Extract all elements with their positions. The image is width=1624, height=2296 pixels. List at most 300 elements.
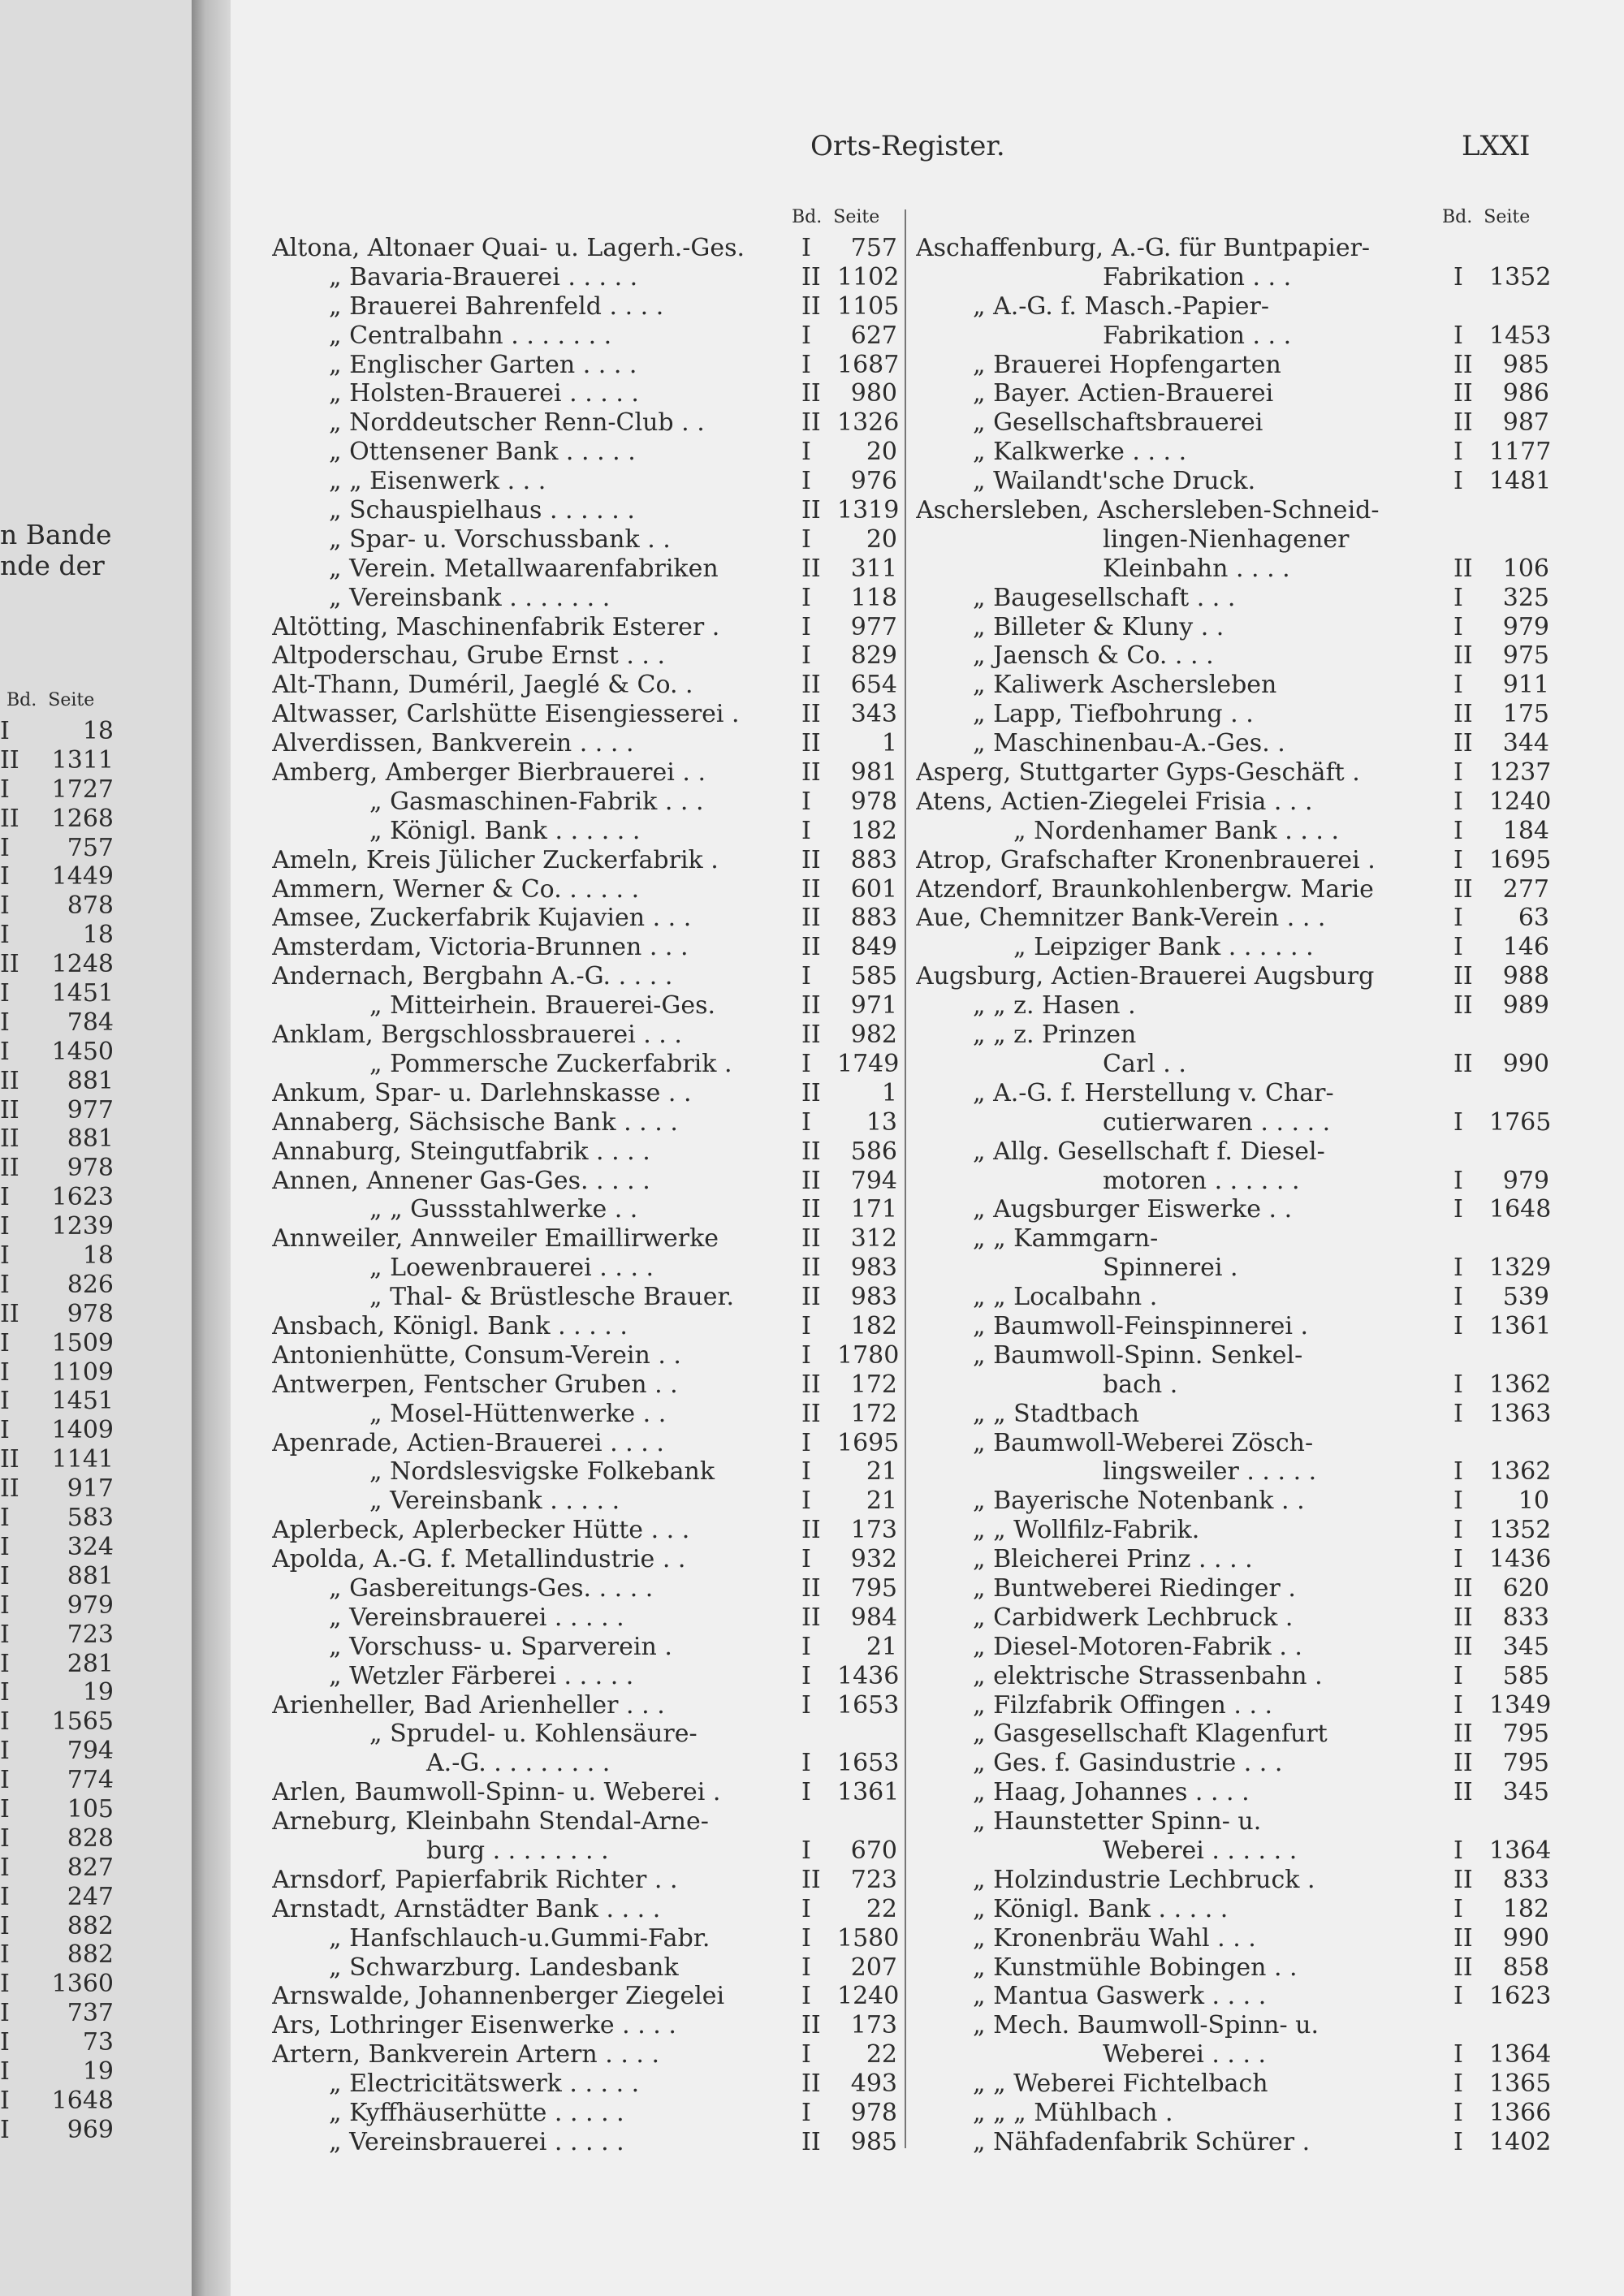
entry-volume: I [801, 1836, 811, 1865]
entry-page: 20 [866, 438, 897, 467]
index-entry [916, 438, 1552, 467]
index-entry [916, 1807, 1549, 1836]
prev-volume: I [0, 1532, 10, 1561]
entry-page: 1329 [1489, 1254, 1552, 1283]
index-entry [916, 1982, 1552, 2011]
entry-volume: II [801, 379, 821, 408]
right-index-column [916, 234, 1552, 2157]
index-entry [272, 2011, 897, 2040]
prev-page-row [0, 1271, 122, 1300]
index-entry [272, 1574, 897, 1603]
entry-volume: II [801, 554, 821, 583]
index-entry [272, 262, 900, 292]
entry-volume: II [801, 729, 821, 758]
entry-volume: I [1453, 1982, 1463, 2011]
entry-name: „ Mitteirhein. Brauerei-Ges. [369, 991, 716, 1021]
prev-page-row [0, 805, 122, 834]
index-entry [272, 1370, 897, 1400]
entry-page: 620 [1502, 1573, 1549, 1603]
entry-volume: II [1453, 1720, 1473, 1749]
index-entry [916, 845, 1552, 875]
entry-volume: II [1453, 554, 1473, 583]
entry-volume: II [1453, 350, 1473, 379]
prev-volume: I [0, 1183, 10, 1212]
prev-page-row [0, 746, 122, 775]
entry-name: Aue, Chemnitzer Bank-Verein . . . [916, 904, 1326, 933]
prev-page-row [0, 921, 122, 950]
entry-page: 1 [881, 729, 897, 758]
entry-volume: I [801, 1457, 811, 1487]
entry-page: 21 [866, 1632, 897, 1661]
index-entry [272, 525, 897, 555]
index-entry [272, 1661, 900, 1691]
entry-page: 184 [1502, 816, 1549, 845]
index-entry [916, 1836, 1552, 1866]
index-entry [916, 1895, 1549, 1924]
prev-page-row [0, 1883, 122, 1912]
entry-name: „ Englischer Garten . . . . [329, 350, 637, 379]
entry-name: „ Baumwoll-Feinspinnerei . [973, 1311, 1309, 1340]
prev-page-ref: 18 [82, 1241, 114, 1271]
prev-volume: I [0, 2028, 10, 2057]
entry-page: 311 [850, 554, 897, 583]
entry-page: 106 [1502, 554, 1549, 583]
entry-name: Andernach, Bergbahn A.-G. . . . . [272, 962, 673, 991]
entry-page: 990 [1502, 1049, 1549, 1078]
index-entry [916, 496, 1549, 525]
index-entry [916, 700, 1549, 729]
entry-name: „ „ Wollfilz-Fabrik. [973, 1516, 1200, 1545]
entry-page: 829 [850, 641, 897, 671]
entry-volume: I [1453, 1166, 1463, 1195]
index-entry [272, 1953, 897, 1983]
entry-name: Fabrikation . . . [1103, 321, 1292, 350]
prev-page-row [0, 1621, 122, 1650]
prev-page-ref: 1565 [51, 1707, 114, 1737]
prev-page-ref: 977 [67, 1095, 114, 1124]
prev-volume: I [0, 1970, 10, 1999]
entry-name: „ Lapp, Tiefbohrung . . [973, 700, 1254, 729]
index-entry [272, 350, 900, 380]
entry-volume: II [801, 496, 821, 525]
prev-page-ref: 882 [67, 1911, 114, 1940]
index-entry [272, 1224, 897, 1254]
entry-volume: I [801, 350, 811, 379]
prev-page-ref: 978 [67, 1154, 114, 1183]
prev-page-ref: 19 [82, 1678, 114, 1707]
entry-name: „ Schwarzburg. Landesbank [329, 1953, 679, 1982]
entry-volume: I [801, 1545, 811, 1574]
entry-page: 1402 [1489, 2127, 1552, 2156]
entry-volume: II [801, 1370, 821, 1399]
entry-page: 1364 [1489, 2040, 1552, 2069]
entry-page: 1780 [837, 1340, 900, 1370]
entry-name: „ elektrische Strassenbahn . [973, 1661, 1323, 1690]
entry-page: 1436 [1489, 1545, 1552, 1574]
entry-volume: I [801, 1923, 811, 1953]
entry-page: 585 [850, 962, 897, 991]
entry-name: „ Gasmaschinen-Fabrik . . . [369, 787, 704, 816]
entry-page: 1237 [1489, 758, 1552, 788]
entry-page: 10 [1518, 1487, 1549, 1516]
index-entry [916, 875, 1549, 904]
index-entry [916, 1749, 1549, 1778]
index-entry [272, 1254, 897, 1283]
entry-volume: II [1453, 1865, 1473, 1894]
prev-volume: I [0, 1737, 10, 1766]
prev-page-row [0, 717, 122, 746]
entry-page: 182 [1502, 1894, 1549, 1923]
prev-page-row [0, 1678, 122, 1707]
entry-volume: I [1453, 1399, 1463, 1428]
prev-page-row [0, 834, 122, 863]
index-entry [272, 1603, 897, 1633]
entry-volume: I [1453, 262, 1463, 291]
entry-page: 627 [850, 321, 897, 350]
entry-page: 990 [1502, 1923, 1549, 1953]
index-entry [272, 1340, 900, 1370]
index-entry [272, 555, 897, 584]
prev-volume: I [0, 1853, 10, 1882]
entry-name: Augsburg, Actien-Brauerei Augsburg [916, 962, 1375, 991]
entry-page: 670 [850, 1836, 897, 1865]
entry-name: „ „ Gussstahlwerke . . [369, 1195, 638, 1224]
prev-volume: I [0, 2115, 10, 2144]
prev-page-row [0, 1300, 122, 1329]
entry-name: „ Ges. f. Gasindustrie . . . [973, 1749, 1283, 1778]
entry-page: 325 [1502, 583, 1549, 612]
index-entry [272, 379, 897, 408]
prev-page-ref: 881 [67, 1561, 114, 1590]
prev-page-row [0, 1183, 122, 1212]
prev-volume: II [0, 1124, 19, 1154]
index-entry [272, 1021, 897, 1050]
entry-volume: II [1453, 700, 1473, 729]
entry-page: 1453 [1489, 321, 1552, 350]
index-entry [916, 1399, 1552, 1429]
entry-name: „ Pommersche Zuckerfabrik . [369, 1049, 732, 1078]
entry-volume: II [801, 1516, 821, 1545]
entry-page: 1362 [1489, 1370, 1552, 1399]
prev-volume: I [0, 921, 10, 950]
entry-volume: I [1453, 321, 1463, 350]
entry-page: 983 [850, 1254, 897, 1283]
index-entry [272, 904, 897, 933]
entry-volume: II [801, 1137, 821, 1166]
prev-volume: I [0, 1387, 10, 1416]
page-title: Orts-Register. [810, 130, 1005, 162]
entry-name: Atrop, Grafschafter Kronenbrauerei . [916, 845, 1376, 874]
index-entry [272, 788, 897, 817]
entry-name: „ „ Kammgarn- [973, 1224, 1159, 1254]
entry-volume: I [1453, 1457, 1463, 1487]
index-entry [916, 2127, 1552, 2157]
entry-volume: I [801, 2099, 811, 2127]
entry-name: Annweiler, Annweiler Emaillirwerke [272, 1224, 719, 1254]
index-entry [272, 817, 897, 846]
index-entry [272, 1690, 900, 1720]
index-entry [916, 729, 1549, 758]
index-entry [272, 962, 897, 991]
prev-page-row [0, 950, 122, 979]
entry-page: 1481 [1489, 467, 1552, 496]
index-entry [272, 1137, 897, 1167]
index-entry [272, 2069, 897, 2099]
entry-name: „ Vereinsbrauerei . . . . . [329, 2127, 624, 2156]
entry-volume: I [1453, 1107, 1463, 1137]
index-entry [272, 1167, 897, 1196]
left-index-column [272, 234, 900, 2157]
prev-volume: I [0, 1008, 10, 1037]
entry-volume: I [1453, 2127, 1463, 2156]
entry-name: „ Hanfschlauch-u.Gummi-Fabr. [329, 1923, 710, 1953]
index-entry [916, 467, 1552, 496]
entry-page: 13 [866, 1107, 897, 1137]
prev-page-ref: 19 [82, 2056, 114, 2086]
entry-name: Fabrikation . . . [1103, 262, 1292, 291]
index-entry [272, 729, 897, 758]
prev-page-ref: 324 [67, 1532, 114, 1561]
entry-volume: I [1453, 933, 1463, 962]
entry-name: „ „ „ Mühlbach . [973, 2099, 1173, 2127]
prev-page-row [0, 2087, 122, 2116]
prev-page-row [0, 1067, 122, 1096]
entry-name: Altwasser, Carlshütte Eisengiesserei . [272, 700, 740, 729]
entry-name: „ „ Stadtbach [973, 1399, 1140, 1428]
entry-volume: II [1453, 641, 1473, 671]
index-entry [916, 1224, 1549, 1254]
entry-page: 175 [1502, 700, 1549, 729]
entry-name: Arienheller, Bad Arienheller . . . [272, 1690, 665, 1720]
prev-page-row [0, 1329, 122, 1358]
entry-page: 172 [850, 1399, 897, 1428]
entry-volume: II [1453, 1632, 1473, 1661]
entry-name: Aschersleben, Aschersleben-Schneid- [916, 496, 1380, 525]
entry-page: 1623 [1489, 1982, 1552, 2011]
entry-page: 757 [850, 234, 897, 262]
prev-page-row [0, 1096, 122, 1125]
entry-volume: I [1453, 2040, 1463, 2069]
entry-volume: I [1453, 1545, 1463, 1574]
entry-volume: II [1453, 1778, 1473, 1807]
prev-page-ref: 828 [67, 1823, 114, 1853]
entry-volume: II [801, 991, 821, 1021]
index-entry [272, 1866, 897, 1895]
index-entry [272, 1720, 897, 1749]
index-entry [272, 1545, 897, 1574]
index-entry [916, 1574, 1549, 1603]
prev-volume: I [0, 1037, 10, 1066]
index-entry [916, 671, 1549, 700]
prev-page-ref: 1449 [51, 862, 114, 891]
entry-name: Ars, Lothringer Eisenwerke . . . . [272, 2011, 676, 2040]
book-spine-shadow [192, 0, 231, 2296]
entry-volume: I [1453, 1370, 1463, 1399]
index-entry [272, 1778, 900, 1807]
index-entry [916, 1021, 1549, 1050]
prev-page-row [0, 1999, 122, 2028]
index-entry [272, 991, 897, 1021]
left-column-header [792, 207, 879, 227]
entry-name: „ A.-G. f. Herstellung v. Char- [973, 1078, 1334, 1107]
entry-volume: II [801, 1195, 821, 1224]
entry-name: „ Brauerei Hopfengarten [973, 350, 1281, 379]
prev-page-ref: 1268 [51, 804, 114, 833]
entry-volume: II [801, 1865, 821, 1894]
entry-page: 976 [850, 467, 897, 496]
prev-page-ref: 281 [67, 1649, 114, 1678]
index-entry [272, 291, 900, 322]
prev-page-row [0, 1387, 122, 1416]
entry-volume: I [801, 1894, 811, 1923]
entry-volume: I [801, 2040, 811, 2069]
prev-page-row [0, 1591, 122, 1621]
prev-volume: I [0, 1649, 10, 1678]
entry-page: 343 [850, 700, 897, 729]
entry-page: 22 [866, 1894, 897, 1923]
entry-page: 1177 [1489, 438, 1552, 467]
prev-volume: II [0, 1445, 19, 1474]
entry-page: 146 [1502, 933, 1549, 962]
prev-volume: I [0, 1620, 10, 1649]
entry-volume: I [801, 467, 811, 496]
entry-name: lingen-Nienhagener [1103, 524, 1350, 554]
prev-volume: I [0, 2056, 10, 2086]
entry-page: 986 [1502, 379, 1549, 408]
entry-name: „ Buntweberei Riedinger . [973, 1573, 1296, 1603]
index-entry [916, 525, 1549, 555]
bd-header: Bd. [792, 207, 823, 227]
entry-volume: II [1453, 1573, 1473, 1603]
prev-volume: I [0, 1328, 10, 1357]
entry-volume: II [801, 845, 821, 874]
prev-page-ref: 1239 [51, 1212, 114, 1241]
entry-page: 975 [1502, 641, 1549, 671]
entry-page: 277 [1502, 874, 1549, 904]
index-entry [272, 2128, 897, 2157]
entry-volume: I [1453, 467, 1463, 496]
entry-page: 21 [866, 1487, 897, 1516]
entry-name: „ „ Eisenwerk . . . [329, 467, 546, 496]
entry-volume: I [801, 816, 811, 845]
prev-page-ref: 1451 [51, 979, 114, 1008]
prev-volume: I [0, 1999, 10, 2028]
entry-volume: II [801, 700, 821, 729]
entry-volume: I [801, 583, 811, 612]
entry-volume: I [1453, 904, 1463, 933]
entry-name: „ Kaliwerk Aschersleben [973, 671, 1277, 700]
index-entry [272, 1487, 897, 1516]
prev-page-ref: 73 [82, 2028, 114, 2057]
entry-volume: I [801, 787, 811, 816]
entry-page: 987 [1502, 408, 1549, 438]
prev-page-list [0, 717, 122, 2145]
entry-page: 1749 [837, 1049, 900, 1078]
prev-page-row [0, 2057, 122, 2087]
prev-volume: I [0, 1940, 10, 1970]
entry-page: 1361 [837, 1778, 900, 1807]
page-number: LXXI [1462, 130, 1531, 162]
entry-name: „ Bayer. Actien-Brauerei [973, 379, 1274, 408]
index-entry [272, 1836, 897, 1866]
entry-volume: I [801, 321, 811, 350]
entry-name: Annen, Annener Gas-Ges. . . . . [272, 1166, 650, 1195]
prev-page-ref: 827 [67, 1853, 114, 1882]
entry-name: Weberei . . . . [1103, 2040, 1267, 2069]
entry-page: 1102 [837, 262, 900, 291]
prev-volume: I [0, 1794, 10, 1823]
prev-page-row [0, 1416, 122, 1445]
entry-name: „ Wailandt'sche Druck. [973, 467, 1256, 496]
entry-volume: I [1453, 583, 1463, 612]
entry-volume: II [1453, 1603, 1473, 1632]
entry-volume: I [1453, 438, 1463, 467]
entry-volume: I [1453, 787, 1463, 816]
prev-volume: I [0, 2086, 10, 2115]
entry-volume: II [801, 758, 821, 788]
prev-page-ref: 737 [67, 1999, 114, 2028]
entry-volume: II [801, 1021, 821, 1050]
index-entry [272, 1982, 900, 2011]
index-entry [916, 1167, 1549, 1196]
entry-page: 795 [1502, 1720, 1549, 1749]
index-entry [272, 933, 897, 962]
prev-page-ref: 774 [67, 1766, 114, 1795]
index-entry [916, 641, 1549, 671]
index-entry [272, 1807, 897, 1836]
entry-name: „ A.-G. f. Masch.-Papier- [973, 291, 1270, 321]
prev-page-ref: 1623 [51, 1183, 114, 1212]
prev-page-row [0, 862, 122, 891]
index-entry [916, 933, 1549, 962]
prev-page-row [0, 2028, 122, 2057]
prev-page-row [0, 891, 122, 921]
entry-volume: I [1453, 1836, 1463, 1865]
entry-page: 21 [866, 1457, 897, 1487]
index-entry [916, 1341, 1549, 1370]
entry-name: „ Augsburger Eiswerke . . [973, 1195, 1293, 1224]
entry-name: „ Mantua Gaswerk . . . . [973, 1982, 1267, 2011]
entry-name: lingsweiler . . . . . [1103, 1457, 1317, 1487]
entry-page: 1105 [837, 291, 900, 321]
entry-name: burg . . . . . . . . [426, 1836, 609, 1865]
entry-page: 344 [1502, 729, 1549, 758]
entry-page: 883 [850, 904, 897, 933]
entry-name: Ameln, Kreis Jülicher Zuckerfabrik . [272, 845, 719, 874]
entry-name: „ Filzfabrik Offingen . . . [973, 1690, 1273, 1720]
prev-page-row [0, 1212, 122, 1241]
prev-page-row [0, 1241, 122, 1271]
entry-volume: I [1453, 1311, 1463, 1340]
index-entry [916, 1050, 1549, 1079]
entry-volume: I [801, 962, 811, 991]
entry-volume: II [1453, 729, 1473, 758]
prev-page-row [0, 1504, 122, 1533]
entry-volume: I [801, 1690, 811, 1720]
prev-volume: II [0, 1299, 19, 1328]
prev-volume: I [0, 833, 10, 862]
index-entry [272, 1312, 897, 1341]
entry-name: Arnsdorf, Papierfabrik Richter . . [272, 1865, 678, 1894]
index-entry [916, 1370, 1552, 1400]
prev-page-ref: 1509 [51, 1328, 114, 1357]
entry-name: „ Nordenhamer Bank . . . . [1013, 816, 1340, 845]
entry-name: Antwerpen, Fentscher Gruben . . [272, 1370, 678, 1399]
entry-page: 654 [850, 671, 897, 700]
prev-page-row [0, 1650, 122, 1679]
prev-page-ref: 881 [67, 1124, 114, 1154]
entry-volume: I [801, 1661, 811, 1690]
